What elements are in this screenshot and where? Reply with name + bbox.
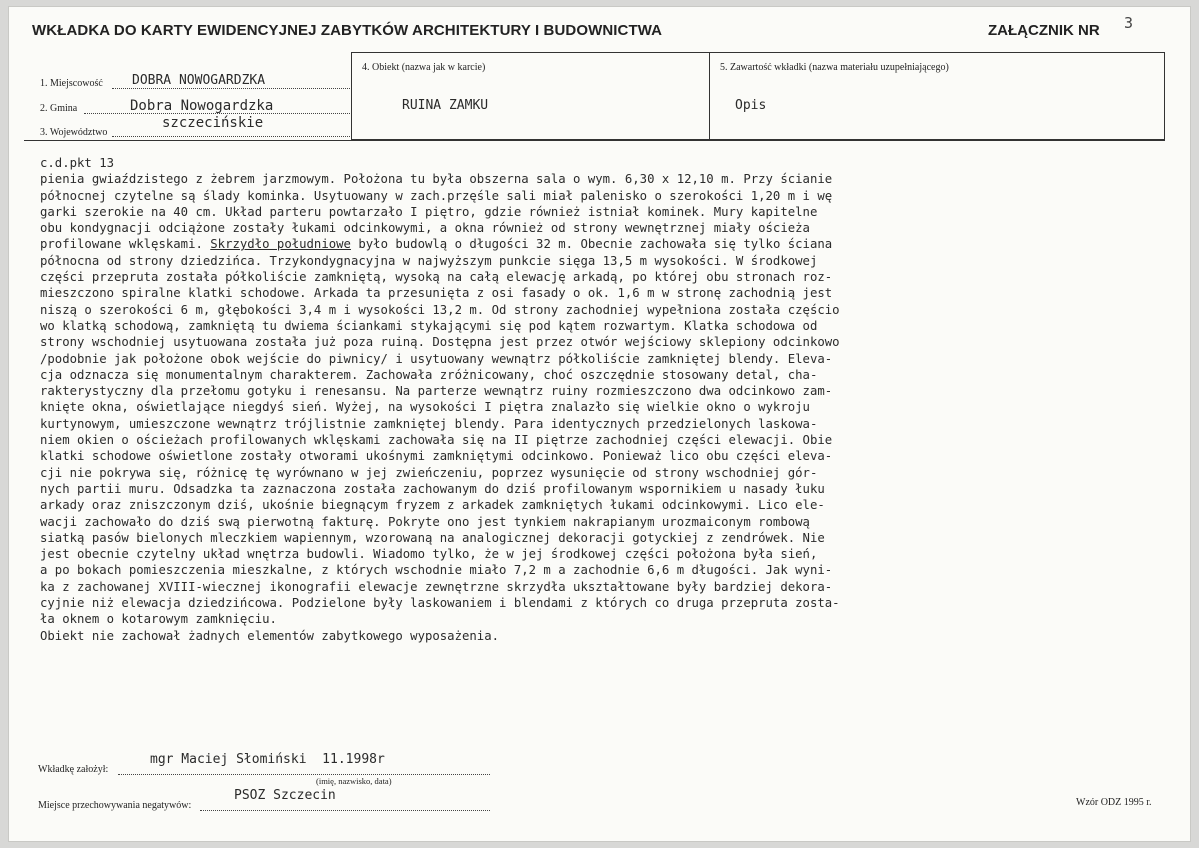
gmina-value: Dobra Nowogardzka [130,98,274,114]
text-line: ka z zachowanej XVIII-wiecznej ikonografii elewacje zewnętrzne skrzydła ukształtowane były bardziej dekora- [40,579,833,594]
zawartosc-label: 5. Zawartość wkładki (nazwa materiału uzupełniającego) [720,62,949,73]
text-line: niem okien o ościeżach profilowanych wklęskami zachowała się na II piętrze zachodniej części elewacji. Obie [40,433,833,448]
zawartosc-value: Opis [735,98,767,113]
text-line: a po bokach pomieszczenia mieszkalne, z których wschodnie miało 7,2 m a zachodnie 6,6 m długości. Jak wyni- [40,563,833,578]
text-line: pienia gwiaździstego z żebrem jarzmowym. Położona tu była obszerna sala o wym. 6,30 x 12,10 m. Przy ścianie [40,172,833,187]
wojewodztwo-dots [112,136,350,137]
text-line-mixed [40,236,1160,252]
text-line: północna od strony dziedzińca. Trzykondygnacyjna w najwyższym punkcie sięga 13,5 m wysokości. W środkowej [40,253,818,268]
text-line: ła oknem o kotarowym zamknięciu. [40,612,277,627]
text-line: knięte okna, oświetlające niegdyś sień. Wyżej, na wysokości I piętra znalazło się wielkie okno o wykroju [40,400,810,415]
text-line: arkady oraz zniszczonym dziś, ukośnie biegnącym fryzem z arkadek zamkniętych łukami odcinkowymi. Lico ele- [40,498,825,513]
header-bottom-rule [24,140,1165,141]
text-segment: profilowane wklęskami. [40,237,211,252]
text-line: rakterystyczny dla przełomu gotyku i renesansu. Na parterze wewnątrz ruiny rozmieszczono dwa odcinkowo zam- [40,384,833,399]
text-line: siatką pasów bielonych mleczkiem wapiennym, wzorowaną na analogicznej dekoracji gotyckiej z zendrówek. Nie [40,530,825,545]
text-line: strony wschodniej usytuowana została już poza ruiną. Dostępna jest przez otwór wejściowy sklepiony odcinkowo [40,335,840,350]
text-line: mieszczono spiralne klatki schodowe. Arkada ta przesunięta z osi fasady o ok. 1,6 m w stronę zachodnią jest [40,286,833,301]
zalozyl-label: Wkładkę założył: [38,764,109,775]
form-code: Wzór ODZ 1995 r. [1076,797,1152,808]
text-line: niszą o szerokości 6 m, głębokości 3,4 m i wysokości 13,2 m. Od strony zachodniej wypełniona została częścio [40,302,840,317]
zalozyl-dots [118,774,490,775]
text-line: nych partii muru. Odsadzka ta zaznaczona została zachowanym do dziś profilowanym wspornikiem u nasady łuku [40,481,825,496]
obiekt-label: 4. Obiekt (nazwa jak w karcie) [362,62,486,73]
text-line: cji nie pokrywa się, różnicę tę wyrównano w jej zwieńczeniu, poprzez wysunięcie od strony wschodniej gór- [40,465,818,480]
text-line: wo klatką schodową, zamkniętą tu dwiema ściankami stykającymi się pod kątem rozwartym. Klatka schodowa od [40,318,818,333]
gmina-label: 2. Gmina [40,103,78,114]
miejscowosc-dots [112,88,350,89]
wojewodztwo-label: 3. Województwo [40,127,108,138]
wojewodztwo-value: szczecińskie [162,115,264,131]
text-line: Obiekt nie zachował żadnych elementów zabytkowego wyposażenia. [40,628,500,643]
text-line: garki szerokie na 40 cm. Układ parteru powtarzało I piętro, gdzie również istniał kominek. Mury kapitelne [40,204,818,219]
miejscowosc-value: DOBRA NOWOGARDZKA [132,73,266,88]
zalozyl-caption: (imię, nazwisko, data) [316,776,392,786]
underlined-heading: Skrzydło południowe [210,237,351,252]
form-title: WKŁADKA DO KARTY EWIDENCYJNEJ ZABYTKÓW ARCHITEKTURY I BUDOWNICTWA [32,22,663,39]
text-line: obu kondygnacji odciążone zostały łukami odcinkowymi, a okna również od strony wewnętrznej miały ościeża [40,221,810,236]
negatywy-value: PSOZ Szczecin [234,788,336,803]
negatywy-dots [200,810,490,811]
text-line: klatki schodowe oświetlone zostały otworami ukośnymi zamkniętymi odcinkowo. Ponieważ lico obu części eleva- [40,449,833,464]
text-line: części przepruta została półkoliście zamkniętą, wysoką na całą elewację arkadą, po której obu stronach roz- [40,270,833,285]
text-line: północnej czytelne są ślady kominka. Usytuowany w zach.przęśle sali miał palenisko o szerokości 1,20 m i wę [40,188,833,203]
zalozyl-value: mgr Maciej Słomiński 11.1998r [150,752,385,767]
obiekt-value: RUINA ZAMKU [402,98,489,113]
attachment-label: ZAŁĄCZNIK NR [988,22,1100,39]
text-line: c.d.pkt 13 [40,156,115,170]
miejscowosc-label: 1. Miejscowość [40,78,103,89]
negatywy-label: Miejsce przechowywania negatywów: [38,800,192,811]
text-line: cyjnie niż elewacja dziedzińcowa. Podzielone były laskowaniem i blendami z których co druga przepruta zosta- [40,596,840,611]
text-line: jest obecnie czytelny układ wnętrza budowli. Wiadomo tylko, że w jej środkowej części położona była sień, [40,547,818,562]
description-text [40,155,1160,644]
text-line: cja odznacza się monumentalnym charakterem. Zachowała zróżnicowany, choć oszczędnie stosowany detal, cha- [40,367,818,382]
text-line: wacji zachowało do dziś swą pierwotną fakturę. Pokryte ono jest tynkiem nakrapianym urozmaiconym rombową [40,514,810,529]
text-line: /podobnie jak położone obok wejście do piwnicy/ i usytuowany wewnątrz półkoliście zamkniętej blendy. Eleva- [40,351,833,366]
text-segment: było budowlą o długości 32 m. Obecnie zachowała się tylko ściana [350,237,833,252]
text-line: kurtynowym, umieszczone wewnątrz trójlistnie zamkniętej blendy. Para identycznych przedzielonych laskowa- [40,416,818,431]
attachment-number: 3 [1124,14,1134,32]
